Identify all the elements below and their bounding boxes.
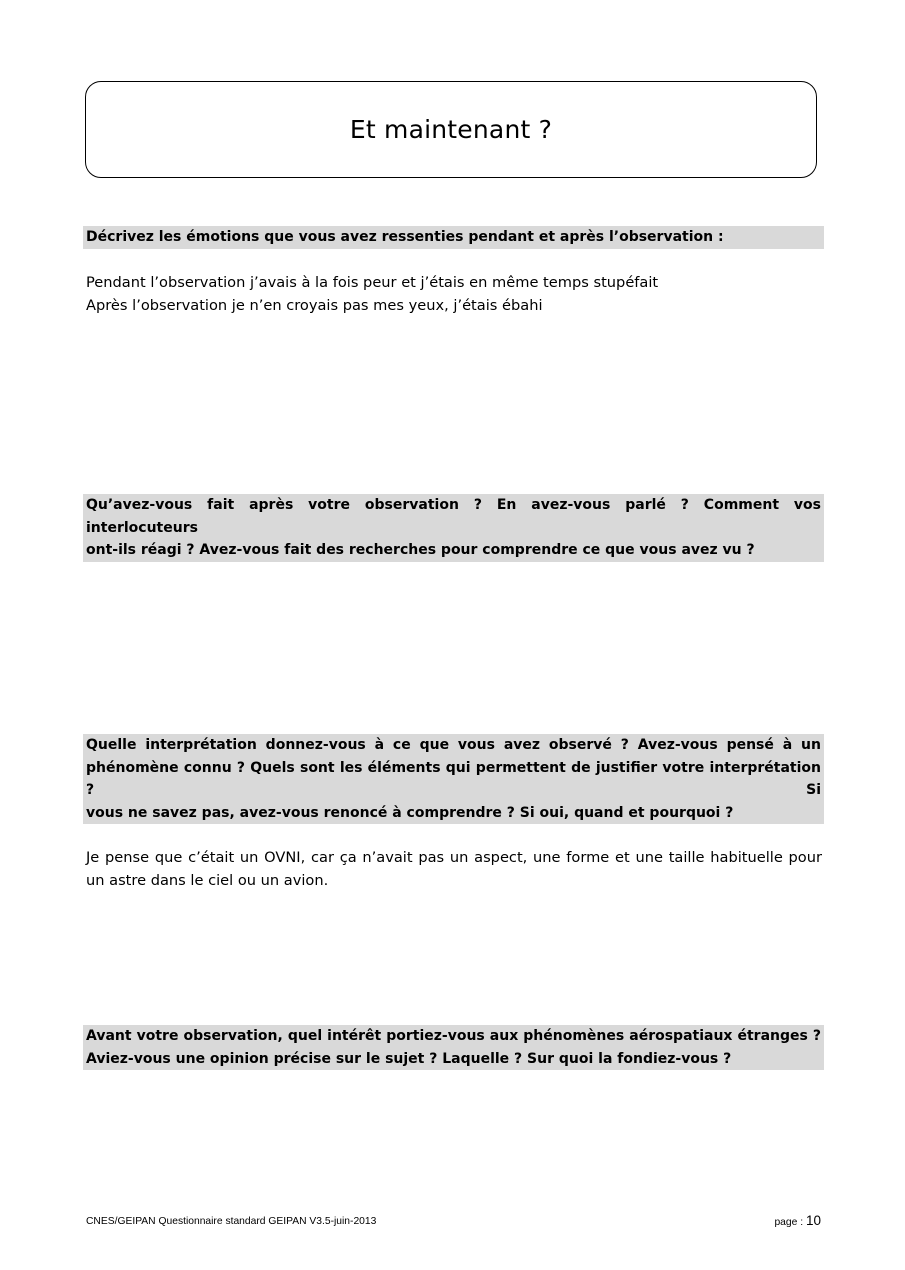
answer-line: Après l’observation je n’en croyais pas mes yeux, j’étais ébahi bbox=[86, 297, 543, 314]
question-actions-after bbox=[83, 494, 824, 562]
question-line: Décrivez les émotions que vous avez ressenties pendant et après l’observation : bbox=[86, 229, 724, 245]
answer-line: un astre dans le ciel ou un avion. bbox=[86, 872, 329, 889]
question-prior-interest bbox=[83, 1025, 824, 1070]
question-line: vous ne savez pas, avez-vous renoncé à comprendre ? Si oui, quand et pourquoi ? bbox=[86, 804, 734, 821]
question-line: Aviez-vous une opinion précise sur le sujet ? Laquelle ? Sur quoi la fondiez-vous ? bbox=[86, 1050, 732, 1067]
question-line: Qu’avez-vous fait après votre observation ? En avez-vous parlé ? Comment vos interlocuteurs bbox=[86, 497, 821, 536]
question-line: Avant votre observation, quel intérêt portiez-vous aux phénomènes aérospatiaux étranges ? bbox=[86, 1028, 821, 1044]
page-label: page : bbox=[774, 1217, 804, 1228]
answer-line: Pendant l’observation j’avais à la fois peur et j’étais en même temps stupéfait bbox=[86, 274, 659, 291]
footer-page bbox=[774, 1213, 821, 1228]
answer-interpretation bbox=[86, 846, 822, 892]
page-title: Et maintenant ? bbox=[349, 115, 553, 144]
page-number: 10 bbox=[805, 1213, 821, 1228]
question-interpretation bbox=[83, 734, 824, 824]
answer-line: Je pense que c’était un OVNI, car ça n’avait pas un aspect, une forme et une taille habituelle pour bbox=[86, 849, 822, 866]
question-line: phénomène connu ? Quels sont les éléments qui permettent de justifier votre interprétation ? Si bbox=[86, 759, 821, 798]
title-box bbox=[85, 81, 817, 178]
question-line: ont-ils réagi ? Avez-vous fait des recherches pour comprendre ce que vous avez vu ? bbox=[86, 542, 755, 558]
answer-emotions bbox=[86, 271, 822, 317]
question-emotions bbox=[83, 226, 824, 249]
question-line: Quelle interprétation donnez-vous à ce que vous avez observé ? Avez-vous pensé à un bbox=[86, 737, 821, 753]
footer-document-reference: CNES/GEIPAN Questionnaire standard GEIPAN V3.5-juin-2013 bbox=[86, 1216, 377, 1227]
